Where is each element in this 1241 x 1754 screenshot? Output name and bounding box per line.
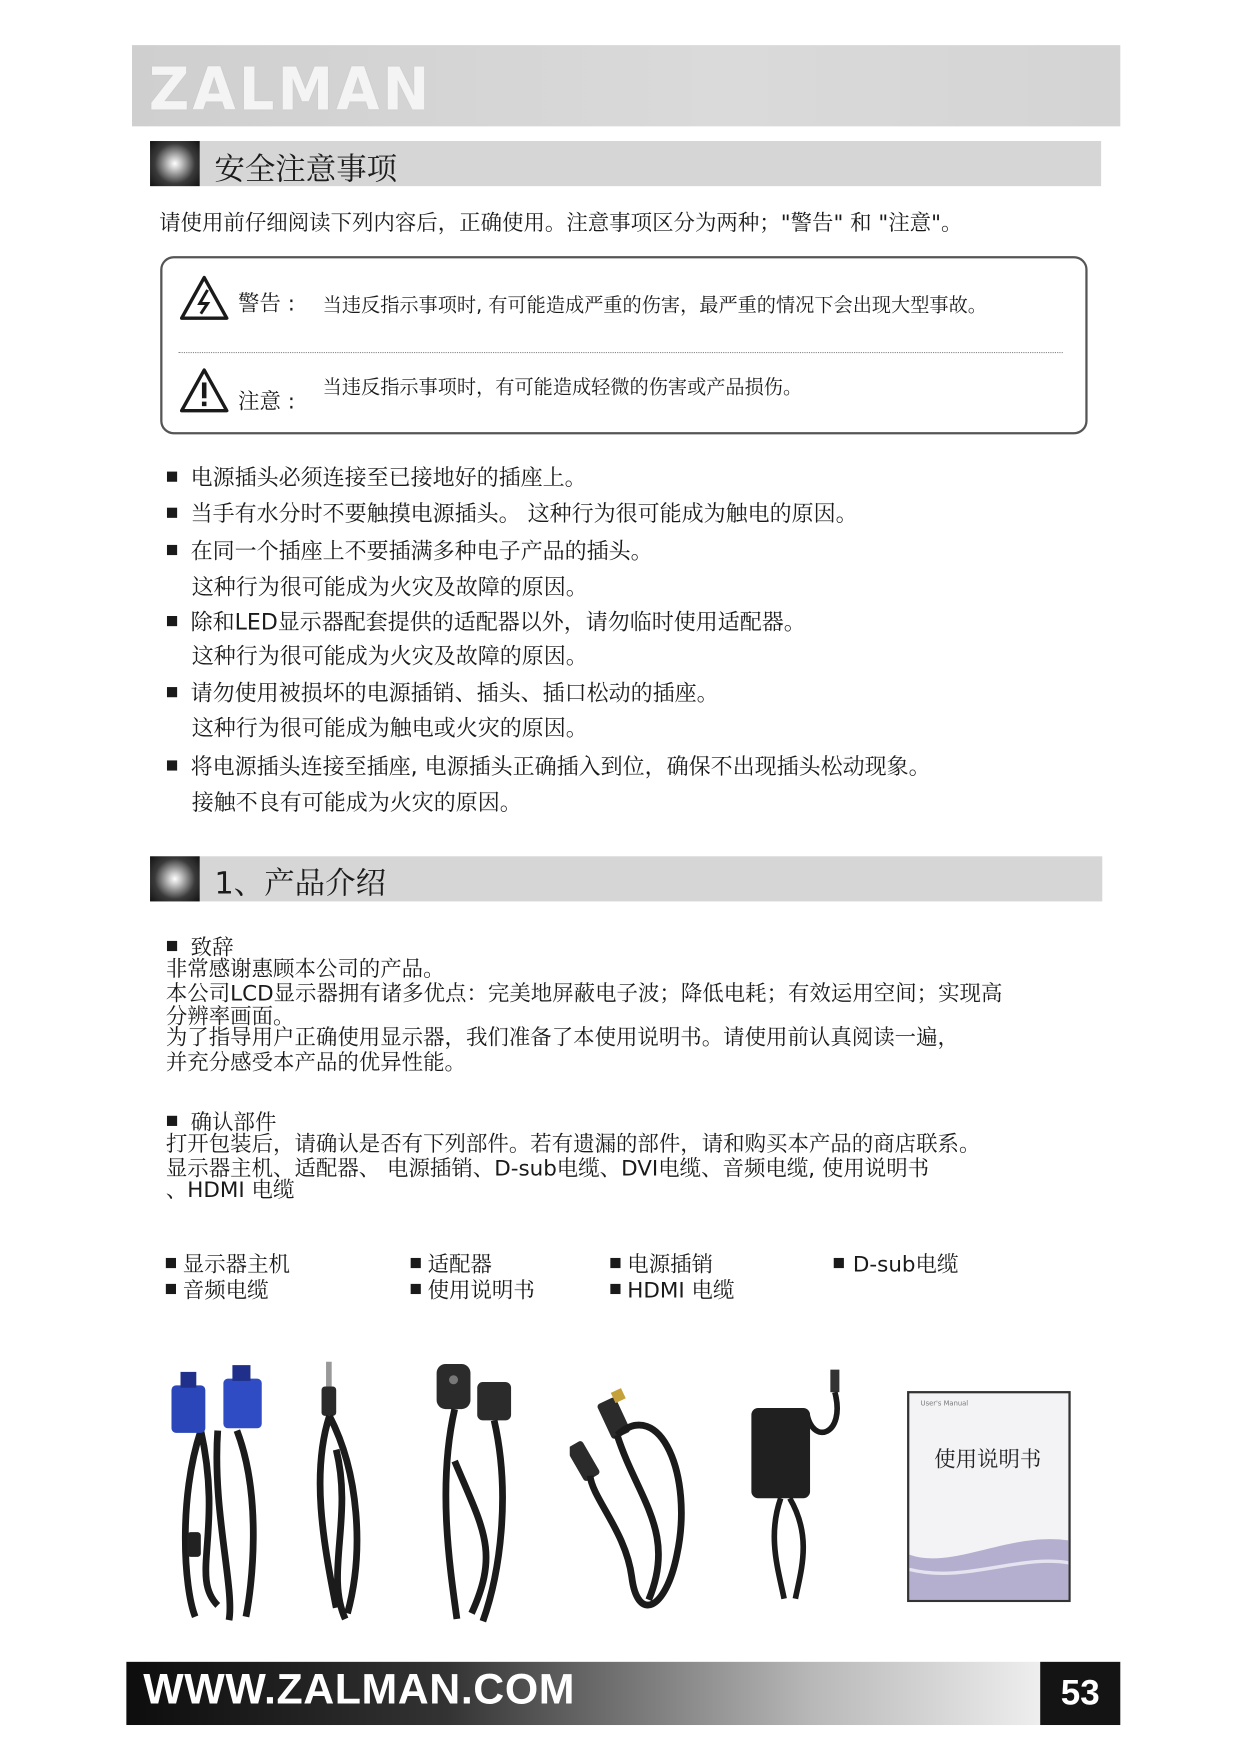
part-item: 音频电缆 [166,1274,269,1304]
caution-icon [178,367,230,414]
safety-item: 除和LED显示器配套提供的适配器以外，请勿临时使用适配器。 [167,605,806,637]
bullet-square-icon [167,508,177,518]
bullet-square-icon [610,1258,620,1268]
manual-label: 使用说明书 [934,1447,1042,1473]
bullet-square-icon [167,760,177,770]
warning-text: 当违反指示事项时, 有可能造成严重的伤害，最严重的情况下会出现大型事故。 [322,294,987,318]
warning-divider [178,352,1063,353]
zalman-logo: ZALMAN [148,56,433,125]
part-item: HDMI 电缆 [610,1274,734,1304]
bullet-square-icon [167,545,177,555]
user-manual-image [907,1391,1071,1602]
part-item: D-sub电缆 [834,1248,959,1278]
caution-text: 当违反指示事项时，有可能造成轻微的伤害或产品损伤。 [322,376,803,400]
bullet-square-icon [167,1116,177,1126]
bullet-square-icon [167,941,177,951]
section-1-bullet-icon [150,141,200,186]
thanks-paragraph: 非常感谢惠顾本公司的产品。 本公司LCD显示器拥有诸多优点：完美地屏蔽电子波；降低电耗；有效运用空间；实现高 分辨率画面。 为了指导用户正确使用显示器，我们准备了本使用说明书。请使用前认真阅读一遍， 并充分感受本产品的优异性能。 [165,956,1003,1076]
audio-cable-image [314,1359,376,1630]
parts-paragraph: 打开包装后，请确认是否有下列部件。若有遗漏的部件，请和购买本产品的商店联系。 显示器主机、适配器、 电源插销、D-sub电缆、DVI电缆、音频电缆, 使用说明书 、HDMI 电缆 [165,1131,981,1203]
power-adapter-image [745,1367,852,1604]
footer-url: WWW.ZALMAN.COM [143,1666,576,1714]
safety-item: 在同一个插座上不要插满多种电子产品的插头。 [167,534,653,566]
parts-heading: 确认部件 [167,1106,276,1136]
safety-item-continuation: 接触不良有可能成为火灾的原因。 [191,789,522,816]
bullet-square-icon [167,616,177,626]
bullet-square-icon [167,472,177,482]
section-1-title: 安全注意事项 [214,152,398,188]
hdmi-cable-image [570,1374,700,1628]
manual-cover-small-text: User's Manual [920,1400,969,1408]
power-cord-image [432,1359,522,1630]
thanks-heading: 致辞 [167,931,234,961]
bullet-square-icon [411,1258,421,1268]
safety-item: 当手有水分时不要触摸电源插头。 这种行为很可能成为触电的原因。 [167,496,858,528]
dsub-cable-image [167,1363,274,1625]
page-number: 53 [1040,1662,1120,1725]
section-2-title: 1、产品介绍 [214,866,387,902]
safety-item: 将电源插头连接至插座, 电源插头正确插入到位，确保不出现插头松动现象。 [167,749,931,781]
caution-label: 注意 : [238,389,295,415]
part-item: 显示器主机 [166,1248,290,1278]
part-item: 电源插销 [610,1248,713,1278]
section-2-bullet-icon [150,856,200,901]
manual-wave-graphic [909,1519,1070,1600]
warning-box [160,256,1087,434]
bullet-square-icon [610,1284,620,1294]
safety-item: 电源插头必须连接至已接地好的插座上。 [167,460,587,492]
section-1-intro: 请使用前仔细阅读下列内容后，正确使用。注意事项区分为两种；"警告" 和 "注意"。 [159,210,963,236]
part-item: 使用说明书 [411,1274,535,1304]
bullet-square-icon [166,1284,176,1294]
safety-item-continuation: 这种行为很可能成为火灾及故障的原因。 [191,574,588,601]
safety-item-continuation: 这种行为很可能成为触电或火灾的原因。 [191,715,588,742]
safety-item-continuation: 这种行为很可能成为火灾及故障的原因。 [191,643,588,670]
bullet-square-icon [167,687,177,697]
part-item: 适配器 [411,1248,492,1278]
warning-label: 警告 : [238,291,295,316]
bullet-square-icon [166,1258,176,1268]
safety-item: 请勿使用被损坏的电源插销、插头、插口松动的插座。 [167,676,719,708]
bullet-square-icon [411,1284,421,1294]
bullet-square-icon [834,1258,844,1268]
electric-warning-icon [178,274,230,321]
